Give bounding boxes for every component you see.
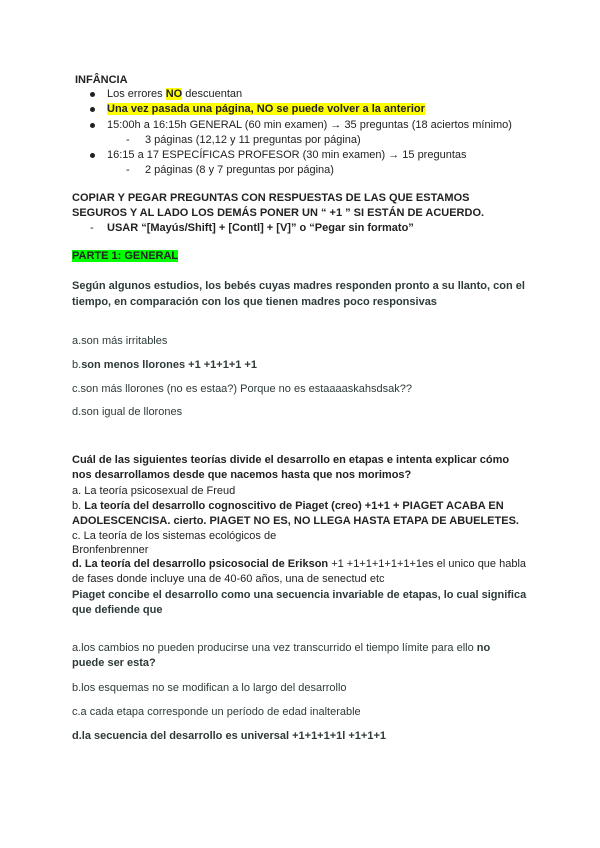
highlight-no: NO	[165, 88, 183, 100]
part-1-title: PARTE 1: GENERAL	[72, 250, 179, 262]
dash-marker: -	[126, 134, 130, 146]
q1-option-b-prefix: b.	[72, 359, 82, 371]
q2-option-b-prefix: b.	[72, 500, 85, 512]
instructions-line-2: SEGUROS Y AL LADO LOS DEMÁS PONER UN “ +1 ” SI ESTÁN DE ACUERDO.	[72, 207, 485, 219]
q1-option-b	[72, 359, 257, 371]
bullet-specific-pages: 2 páginas (8 y 7 preguntas por página)	[145, 164, 334, 176]
q3-text-line-1: Piaget concibe el desarrollo como una secuencia invariable de etapas, lo cual significa	[72, 589, 527, 601]
bullet-specific-time: 16:15 a 17 ESPECÍFICAS PROFESOR (30 min examen) → 15 preguntas	[107, 149, 467, 161]
bullet-general-pages: 3 páginas (12,12 y 11 preguntas por página)	[145, 134, 361, 146]
instructions-line-3: USAR “[Mayús/Shift] + [Contl] + [V]” o “Pegar sin formato”	[107, 222, 414, 234]
bullet-dot	[90, 153, 95, 158]
bullet-errors-pre: Los errores	[107, 88, 166, 100]
dash-marker: -	[126, 164, 130, 176]
q3-option-d: d.la secuencia del desarrollo es universal +1+1+1+1l +1+1+1	[72, 730, 387, 742]
q2-option-c-line-1: c. La teoría de los sistemas ecológicos de	[72, 530, 277, 542]
instructions-line-1: COPIAR Y PEGAR PREGUNTAS CON RESPUESTAS DE LAS QUE ESTAMOS	[72, 192, 470, 204]
q2-option-c-line-2: Bronfenbrenner	[72, 544, 149, 556]
q1-text-line-1: Según algunos estudios, los bebés cuyas madres responden pronto a su llanto, con el	[72, 280, 525, 292]
q2-text-line-2: nos desarrollamos desde que nacemos hasta que nos morimos?	[72, 469, 412, 481]
q3-option-c: c.a cada etapa corresponde un período de edad inalterable	[72, 706, 361, 718]
bullet-errors	[107, 88, 242, 100]
bullet-dot	[90, 92, 95, 97]
q2-option-d-rest: +1 +1+1+1+1+1+1es el unico que habla	[328, 558, 527, 570]
q2-option-d-bold: d. La teoría del desarrollo psicosocial de Erikson	[72, 558, 329, 570]
q2-text-line-1: Cuál de las siguientes teorías divide el desarrollo en etapas e intenta explicar cómo	[72, 454, 510, 466]
q2-option-d-line-2: de fases donde incluye una de 40-60 años, una de senectud etc	[72, 573, 385, 585]
q2-option-b-line-2: ADOLESCENCISA. cierto. PIAGET NO ES, NO LLEGA HASTA ETAPA DE ABUELETES.	[72, 515, 519, 527]
q3-option-a-line-2: puede ser esta?	[72, 657, 156, 669]
bullet-no-back: Una vez pasada una página, NO se puede volver a la anterior	[107, 103, 425, 115]
q2-option-d-line-1	[72, 558, 526, 570]
q3-option-a-text: a.los cambios no pueden producirse una vez transcurrido el tiempo límite para ello	[72, 642, 474, 654]
q2-option-a: a. La teoría psicosexual de Freud	[72, 485, 236, 497]
q1-option-b-text: son menos llorones +1 +1+1+1 +1	[81, 359, 257, 371]
dash-marker: -	[90, 222, 94, 234]
q1-option-a: a.son más irritables	[72, 335, 168, 347]
bullet-errors-post: descuentan	[182, 88, 243, 100]
q1-option-d: d.son igual de llorones	[72, 406, 183, 418]
bullet-general-time: 15:00h a 16:15h GENERAL (60 min examen) → 35 preguntas (18 aciertos mínimo)	[107, 119, 512, 131]
q3-option-a-bold: no	[473, 642, 491, 654]
q1-text-line-2: tiempo, en comparación con los que tienen madres poco responsivas	[72, 296, 437, 308]
q3-option-b: b.los esquemas no se modifican a lo largo del desarrollo	[72, 682, 347, 694]
q2-option-b-line-1	[72, 500, 504, 512]
q2-option-b-text: La teoría del desarrollo cognoscitivo de Piaget (creo) +1+1 + PIAGET ACABA EN	[84, 500, 504, 512]
bullet-dot	[90, 107, 95, 112]
bullet-dot	[90, 123, 95, 128]
q3-text-line-2: que defiende que	[72, 604, 163, 616]
q1-option-c: c.son más llorones (no es estaa?) Porque no es estaaaaskahsdsak??	[72, 383, 412, 395]
q3-option-a-line-1	[72, 642, 490, 654]
page-title: INFÂNCIA	[75, 74, 128, 86]
